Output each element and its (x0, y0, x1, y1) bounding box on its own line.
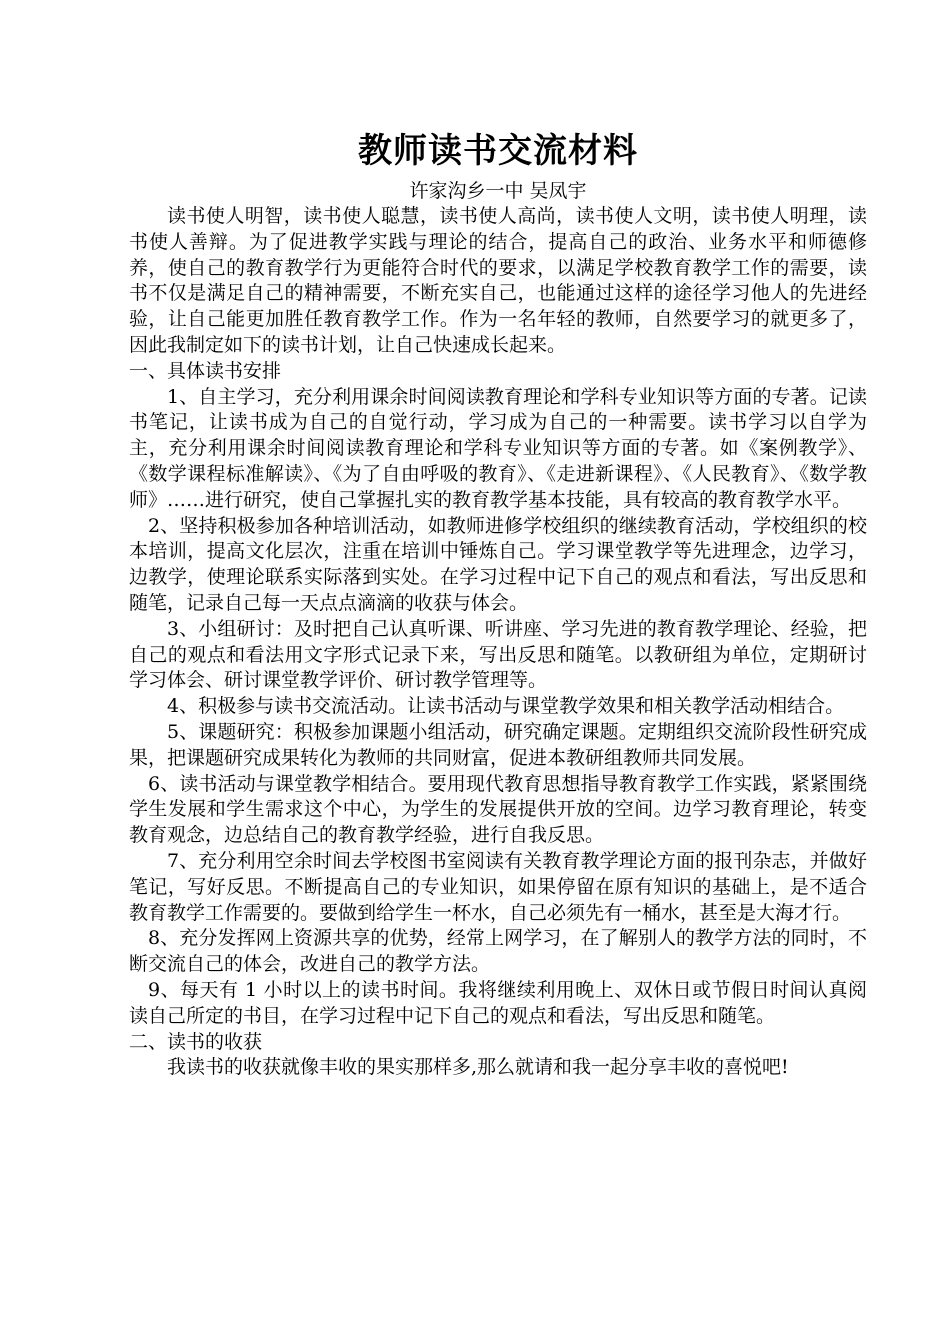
plan-item-8: 8、充分发挥网上资源共享的优势，经常上网学习，在了解别人的教学方法的同时，不断交流自己的体会，改进自己的教学方法。 (129, 927, 867, 976)
plan-item-4: 4、积极参与读书交流活动。让读书活动与课堂教学效果和相关教学活动相结合。 (167, 695, 845, 718)
plan-item-6: 6、读书活动与课堂教学相结合。要用现代教育思想指导教育教学工作实践，紧紧围绕学生发展和学生需求这个中心，为学生的发展提供开放的空间。边学习教育理论，转变教育观念，边总结自己的教育教学经验，进行自我反思。 (129, 772, 867, 847)
plan-item-2: 2、坚持积极参加各种培训活动，如教师进修学校组织的继续教育活动，学校组织的校本培训，提高文化层次，注重在培训中锤炼自己。学习课堂教学等先进理念，边学习，边教学，使理论联系实际落到实处。在学习过程中记下自己的观点和看法，写出反思和随笔，记录自己每一天点点滴滴的收获与体会。 (129, 514, 867, 614)
plan-item-9: 9、每天有 1 小时以上的读书时间。我将继续利用晚上、双休日或节假日时间认真阅读自己所定的书目，在学习过程中记下自己的观点和看法，写出反思和随笔。 (129, 978, 867, 1027)
section-heading-plan: 一、具体读书安排 (129, 359, 282, 382)
plan-item-3: 3、小组研讨：及时把自己认真听课、听讲座、学习先进的教育教学理论、经验，把自己的观点和看法用文字形式记录下来，写出反思和随笔。以教研组为单位，定期研讨学习体会、研讨课堂教学评价、研讨教学管理等。 (129, 617, 867, 692)
closing-paragraph: 我读书的收获就像丰收的果实那样多,那么就请和我一起分享丰收的喜悦吧! (167, 1056, 789, 1079)
intro-paragraph: 读书使人明智，读书使人聪慧，读书使人高尚，读书使人文明，读书使人明理，读书使人善辩。为了促进教学实践与理论的结合，提高自己的政治、业务水平和师德修养，使自己的教育教学行为更能符合时代的要求，以满足学校教育教学工作的需要，读书不仅是满足自己的精神需要，不断充实自己，也能通过这样的途径学习他人的先进经验，让自己能更加胜任教育教学工作。作为一名年轻的教师，自然要学习的就更多了，因此我制定如下的读书计划，让自己快速成长起来。 (129, 205, 867, 356)
document-page (129, 124, 867, 1081)
section-heading-harvest: 二、读书的收获 (129, 1030, 263, 1053)
plan-item-1: 1、自主学习，充分利用课余时间阅读教育理论和学科专业知识等方面的专著。记读书笔记，让读书成为自己的自觉行动，学习成为自己的一种需要。读书学习以自学为主，充分利用课余时间阅读教育理论和学科专业知识等方面的专著。如《案例教学》、《数学课程标准解读》、《为了自由呼吸的教育》、《走进新课程》、《人民教育》、《数学教师》……进行研究，使自己掌握扎实的教育教学基本技能，具有较高的教育教学水平。 (129, 385, 867, 511)
plan-item-5: 5、课题研究：积极参加课题小组活动，研究确定课题。定期组织交流阶段性研究成果，把课题研究成果转化为教师的共同财富，促进本教研组教师共同发展。 (129, 720, 867, 769)
document-title: 教师读书交流材料 (358, 131, 638, 171)
plan-item-7: 7、充分利用空余时间去学校图书室阅读有关教育教学理论方面的报刊杂志，并做好笔记，写好反思。不断提高自己的专业知识，如果停留在原有知识的基础上，是不适合教育教学工作需要的。要做到给学生一杯水，自己必须先有一桶水，甚至是大海才行。 (129, 849, 867, 924)
document-author: 许家沟乡一中 吴凤宇 (409, 180, 587, 202)
